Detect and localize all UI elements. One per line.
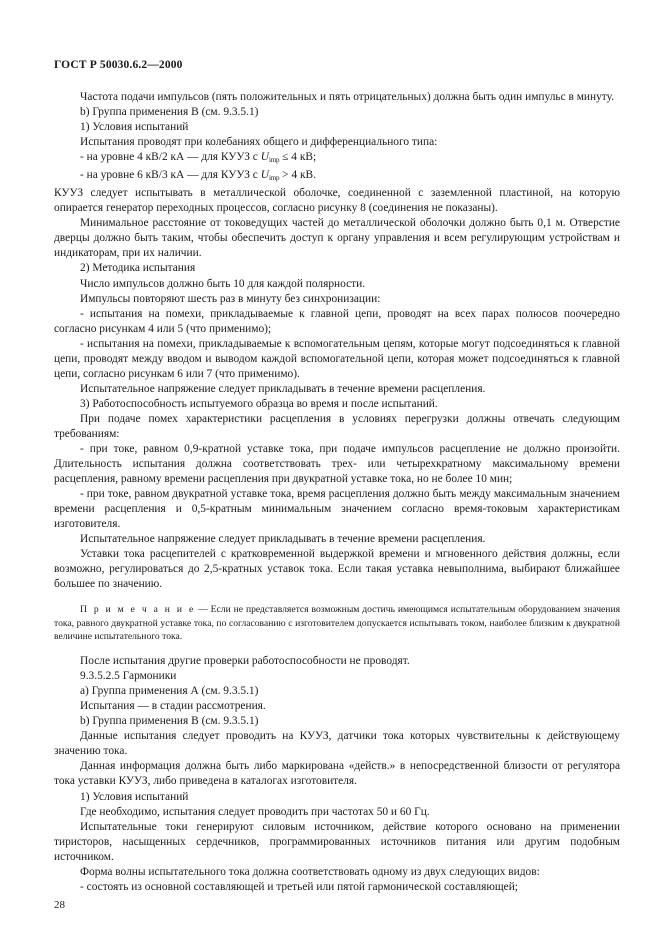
paragraph-test-voltage-first: Испытательное напряжение следует прикладывать в течение времени расцепления. bbox=[80, 382, 486, 395]
list-item-b-group-b-second: b) Группа применения В (см. 9.3.5.1) bbox=[80, 715, 259, 728]
paragraph-common-differential: Испытания проводят при колебаниях общего и дифференциального типа: bbox=[80, 136, 438, 149]
list-item-1-test-conditions-second: 1) Условия испытаний bbox=[80, 790, 189, 803]
list-item-a-group-a: a) Группа применения А (см. 9.3.5.1) bbox=[80, 685, 259, 698]
paragraph-frequencies: Где необходимо, испытания следует проводить при частотах 50 и 60 Гц. bbox=[80, 805, 430, 818]
dash-item-auxiliary-circuit: - испытания на помехи, прикладываемые к вспомогательным цепям, которые могут подсоединяться к главной цепи, проводят между вводом и выводом каждой вспомогательной цепи, которая может подсоединяться к главной цепи, согласно рисункам 6 или 7 (что применимо). bbox=[54, 337, 620, 380]
paragraph-pulse-repeat: Импульсы повторяют шесть раз в минуту без синхронизации: bbox=[80, 292, 381, 305]
paragraph-rms-sensors: Данные испытания следует проводить на КУУЗ, датчики тока которых чувствительны к действующему значению тока. bbox=[54, 730, 620, 758]
dash-item-level-6kv-suffix: > 4 кВ. bbox=[279, 169, 316, 182]
symbol-u-imp-6kv: U bbox=[260, 169, 269, 182]
paragraph-under-consideration: Испытания — в стадии рассмотрения. bbox=[80, 700, 266, 713]
paragraph-overload-requirements: При подаче помех характеристики расцепления в условиях перегрузки должны отвечать следующим требованиям: bbox=[54, 412, 620, 440]
dash-item-level-6kv bbox=[54, 168, 620, 186]
dash-item-level-4kv-prefix: - на уровне 4 кВ/2 кА — для КУУЗ с bbox=[80, 151, 261, 164]
dash-item-double-current: - при токе, равном двукратной уставке тока, время расцепления должно быть между максимальным значением времени расцепления и 0,5-кратным минимальным значением согласно время-токовым характеристикам изготовителя. bbox=[54, 488, 620, 531]
symbol-u-imp-4kv-subscript: imp bbox=[268, 156, 280, 165]
dash-item-level-4kv-suffix: ≤ 4 кВ; bbox=[279, 151, 317, 164]
heading-9-3-5-2-5-harmonics: 9.3.5.2.5 Гармоники bbox=[80, 670, 177, 683]
paragraph-test-voltage-second: Испытательное напряжение следует прикладывать в течение времени расцепления. bbox=[80, 533, 486, 546]
paragraph-minimum-distance: Минимальное расстояние от токоведущих частей до металлической оболочки должно быть 0,1 м. Отверстие дверцы должно быть таким, чтобы обеспечить доступ к органу управления и всем регулирующим устройствам и индикаторам, при их наличии. bbox=[54, 217, 620, 260]
dash-item-main-circuit: - испытания на помехи, прикладываемые к главной цепи, проводят на всех парах полюсов поочередно согласно рисункам 4 или 5 (что применимо); bbox=[54, 307, 620, 335]
paragraph-after-test: После испытания другие проверки работоспособности не проводят. bbox=[80, 655, 410, 668]
page-header-standard-number: ГОСТ Р 50030.6.2—2000 bbox=[54, 59, 183, 71]
note-label: П р и м е ч а н и е bbox=[80, 604, 196, 616]
paragraph-release-settings: Уставки тока расцепителей с кратковременной выдержкой времени и мгновенного действия должны, если возможно, регулироваться до 2,5-кратных уставок тока. Если такая уставка невыполнима, выбирают ближайшее большее по значению. bbox=[54, 548, 620, 591]
dash-item-09-current: - при токе, равном 0,9-кратной уставке тока, при подаче импульсов расцепление не должно произойти. Длительность испытания должна соответствовать трех- или четырехкратному максимальному времени расцепления, равному времени расцепления при двукратной уставке тока, но не более 10 мин; bbox=[54, 443, 620, 486]
paragraph-test-currents: Испытательные токи генерируют силовым источником, действие которого основано на применении тиристоров, насыщенных сердечников, программированных источников питания или другим подобным источником. bbox=[54, 820, 620, 863]
page-number: 28 bbox=[54, 899, 65, 911]
list-item-b-group-b: b) Группа применения В (см. 9.3.5.1) bbox=[80, 106, 259, 119]
paragraph-pulse-count: Число импульсов должно быть 10 для каждой полярности. bbox=[80, 277, 366, 290]
paragraph-metal-shell: КУУЗ следует испытывать в металлической оболочке, соединенной с заземленной пластиной, на которую опирается генератор переходных процессов, согласно рисунку 8 (соединения не показаны). bbox=[54, 187, 620, 215]
symbol-u-imp-4kv: U bbox=[260, 151, 269, 164]
list-item-1-test-conditions: 1) Условия испытаний bbox=[80, 121, 189, 134]
dash-item-level-6kv-prefix: - на уровне 6 кВ/3 кА — для КУУЗ с bbox=[80, 169, 261, 182]
note-text: — Если не представляется возможным достичь имеющимся испытательным оборудованием значения тока, равного двукратной уставке тока, по согласованию с изготовителем допускается испытывать током, наиболее близким к двукратной величине испытательного тока. bbox=[54, 604, 620, 642]
symbol-u-imp-6kv-subscript: imp bbox=[268, 174, 280, 183]
paragraph-waveform: Форма волны испытательного тока должна соответствовать одному из двух следующих видов: bbox=[80, 865, 540, 878]
list-item-3-performance: 3) Работоспособность испытуемого образца во время и после испытаний. bbox=[80, 397, 438, 410]
dash-item-fundamental-harmonic: - состоять из основной составляющей и третьей или пятой гармонической составляющей; bbox=[80, 880, 518, 893]
paragraph-marking-info: Данная информация должна быть либо маркирована «действ.» в непосредственной близости от регулятора тока уставки КУУЗ, либо приведена в каталогах изготовителя. bbox=[54, 760, 620, 788]
note-block bbox=[54, 603, 620, 643]
list-item-2-test-method: 2) Методика испытания bbox=[80, 262, 196, 275]
dash-item-level-4kv bbox=[54, 150, 620, 168]
paragraph-pulse-frequency: Частота подачи импульсов (пять положительных и пять отрицательных) должна быть один импульс в минуту. bbox=[80, 91, 615, 103]
